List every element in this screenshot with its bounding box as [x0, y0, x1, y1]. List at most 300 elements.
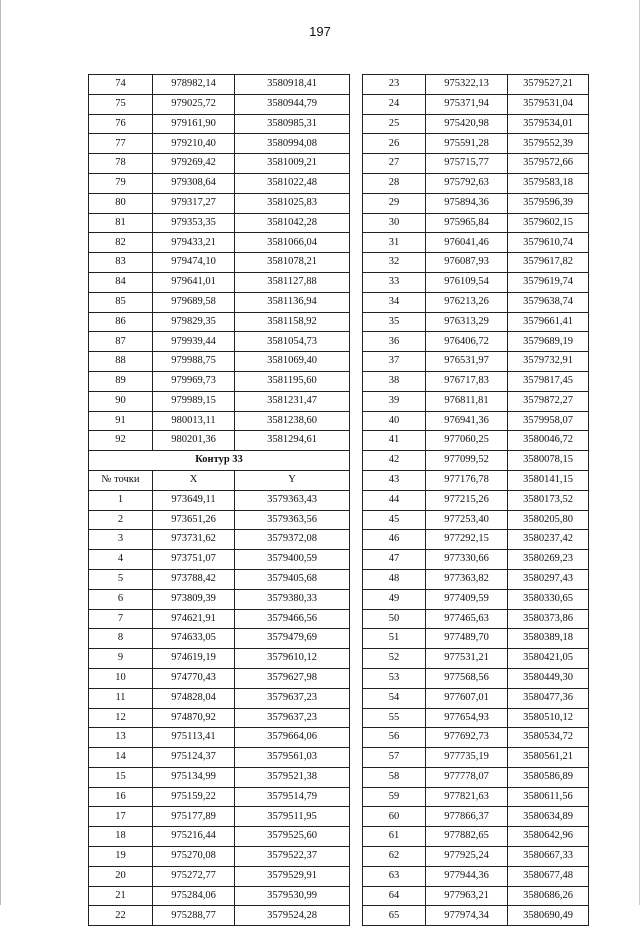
x-coordinate-cell: 979353,35	[153, 213, 235, 233]
x-coordinate-cell: 973751,07	[153, 550, 235, 570]
x-coordinate-cell: 975134,99	[153, 767, 235, 787]
column-header-x: X	[153, 470, 235, 490]
y-coordinate-cell: 3579400,59	[235, 550, 350, 570]
page-left-edge	[0, 0, 1, 905]
point-number-cell: 50	[363, 609, 426, 629]
right-table-rows	[363, 75, 589, 926]
x-coordinate-cell: 979989,15	[153, 391, 235, 411]
table-row	[363, 847, 589, 867]
x-coordinate-cell: 977866,37	[426, 807, 508, 827]
point-number-cell: 3	[89, 530, 153, 550]
table-row	[89, 886, 350, 906]
y-coordinate-cell: 3580642,96	[508, 827, 589, 847]
y-coordinate-cell: 3580561,21	[508, 748, 589, 768]
point-number-cell: 80	[89, 193, 153, 213]
x-coordinate-cell: 977735,19	[426, 748, 508, 768]
x-coordinate-cell: 977654,93	[426, 708, 508, 728]
point-number-cell: 75	[89, 94, 153, 114]
y-coordinate-cell: 3580667,33	[508, 847, 589, 867]
left-table-rows-before	[89, 75, 350, 451]
point-number-cell: 19	[89, 847, 153, 867]
point-number-cell: 82	[89, 233, 153, 253]
x-coordinate-cell: 979939,44	[153, 332, 235, 352]
point-number-cell: 14	[89, 748, 153, 768]
point-number-cell: 40	[363, 411, 426, 431]
x-coordinate-cell: 977607,01	[426, 688, 508, 708]
x-coordinate-cell: 976087,93	[426, 253, 508, 273]
table-row	[89, 352, 350, 372]
table-row	[363, 510, 589, 530]
point-number-cell: 39	[363, 391, 426, 411]
point-number-cell: 21	[89, 886, 153, 906]
table-row	[363, 668, 589, 688]
section-title-row	[89, 451, 350, 471]
x-coordinate-cell: 974633,05	[153, 629, 235, 649]
y-coordinate-cell: 3580918,41	[235, 75, 350, 95]
point-number-cell: 7	[89, 609, 153, 629]
point-number-cell: 6	[89, 589, 153, 609]
y-coordinate-cell: 3579466,56	[235, 609, 350, 629]
y-coordinate-cell: 3579522,37	[235, 847, 350, 867]
point-number-cell: 49	[363, 589, 426, 609]
x-coordinate-cell: 979269,42	[153, 154, 235, 174]
table-row	[89, 668, 350, 688]
x-coordinate-cell: 975894,36	[426, 193, 508, 213]
y-coordinate-cell: 3579514,79	[235, 787, 350, 807]
y-coordinate-cell: 3581022,48	[235, 173, 350, 193]
table-row	[89, 530, 350, 550]
point-number-cell: 48	[363, 569, 426, 589]
y-coordinate-cell: 3579511,95	[235, 807, 350, 827]
table-row	[363, 728, 589, 748]
y-coordinate-cell: 3581078,21	[235, 253, 350, 273]
x-coordinate-cell: 975272,77	[153, 866, 235, 886]
x-coordinate-cell: 975371,94	[426, 94, 508, 114]
table-row	[363, 886, 589, 906]
x-coordinate-cell: 976717,83	[426, 371, 508, 391]
column-header-point-number: № точки	[89, 470, 153, 490]
point-number-cell: 12	[89, 708, 153, 728]
point-number-cell: 10	[89, 668, 153, 688]
table-row	[363, 411, 589, 431]
y-coordinate-cell: 3581294,61	[235, 431, 350, 451]
point-number-cell: 33	[363, 272, 426, 292]
table-row	[363, 292, 589, 312]
table-row	[363, 213, 589, 233]
x-coordinate-cell: 979988,75	[153, 352, 235, 372]
point-number-cell: 78	[89, 154, 153, 174]
point-number-cell: 44	[363, 490, 426, 510]
point-number-cell: 28	[363, 173, 426, 193]
y-coordinate-cell: 3579561,03	[235, 748, 350, 768]
point-number-cell: 64	[363, 886, 426, 906]
x-coordinate-cell: 977944,36	[426, 866, 508, 886]
left-table-rows-after	[89, 490, 350, 926]
point-number-cell: 35	[363, 312, 426, 332]
table-row	[89, 787, 350, 807]
y-coordinate-cell: 3580944,79	[235, 94, 350, 114]
x-coordinate-cell: 977363,82	[426, 569, 508, 589]
y-coordinate-cell: 3579534,01	[508, 114, 589, 134]
point-number-cell: 22	[89, 906, 153, 926]
point-number-cell: 74	[89, 75, 153, 95]
table-row	[89, 253, 350, 273]
table-row	[89, 550, 350, 570]
column-header-row	[89, 470, 350, 490]
y-coordinate-cell: 3580994,08	[235, 134, 350, 154]
point-number-cell: 79	[89, 173, 153, 193]
section-title: Контур 33	[89, 451, 350, 471]
x-coordinate-cell: 976109,54	[426, 272, 508, 292]
x-coordinate-cell: 975792,63	[426, 173, 508, 193]
point-number-cell: 90	[89, 391, 153, 411]
x-coordinate-cell: 977882,65	[426, 827, 508, 847]
x-coordinate-cell: 977176,78	[426, 470, 508, 490]
x-coordinate-cell: 973731,62	[153, 530, 235, 550]
y-coordinate-cell: 3579689,19	[508, 332, 589, 352]
y-coordinate-cell: 3579372,08	[235, 530, 350, 550]
table-row	[363, 490, 589, 510]
table-row	[363, 767, 589, 787]
point-number-cell: 89	[89, 371, 153, 391]
table-row	[89, 193, 350, 213]
x-coordinate-cell: 976213,26	[426, 292, 508, 312]
y-coordinate-cell: 3579732,91	[508, 352, 589, 372]
point-number-cell: 57	[363, 748, 426, 768]
table-row	[363, 352, 589, 372]
y-coordinate-cell: 3579637,23	[235, 708, 350, 728]
table-row	[363, 75, 589, 95]
x-coordinate-cell: 976811,81	[426, 391, 508, 411]
table-row	[89, 728, 350, 748]
table-row	[89, 233, 350, 253]
table-row	[363, 530, 589, 550]
point-number-cell: 53	[363, 668, 426, 688]
y-coordinate-cell: 3579610,12	[235, 649, 350, 669]
y-coordinate-cell: 3579958,07	[508, 411, 589, 431]
table-row	[363, 154, 589, 174]
point-number-cell: 62	[363, 847, 426, 867]
x-coordinate-cell: 979308,64	[153, 173, 235, 193]
y-coordinate-cell: 3581195,60	[235, 371, 350, 391]
point-number-cell: 32	[363, 253, 426, 273]
table-row	[363, 629, 589, 649]
y-coordinate-cell: 3580586,89	[508, 767, 589, 787]
y-coordinate-cell: 3579530,99	[235, 886, 350, 906]
point-number-cell: 13	[89, 728, 153, 748]
y-coordinate-cell: 3579521,38	[235, 767, 350, 787]
y-coordinate-cell: 3581231,47	[235, 391, 350, 411]
x-coordinate-cell: 978982,14	[153, 75, 235, 95]
table-row	[363, 649, 589, 669]
x-coordinate-cell: 975288,77	[153, 906, 235, 926]
y-coordinate-cell: 3581069,40	[235, 352, 350, 372]
point-number-cell: 5	[89, 569, 153, 589]
y-coordinate-cell: 3579619,74	[508, 272, 589, 292]
y-coordinate-cell: 3579596,39	[508, 193, 589, 213]
y-coordinate-cell: 3580389,18	[508, 629, 589, 649]
y-coordinate-cell: 3579602,15	[508, 213, 589, 233]
table-row	[363, 134, 589, 154]
point-number-cell: 88	[89, 352, 153, 372]
point-number-cell: 20	[89, 866, 153, 886]
table-row	[363, 470, 589, 490]
y-coordinate-cell: 3580449,30	[508, 668, 589, 688]
page-number: 197	[309, 24, 331, 39]
table-row	[89, 272, 350, 292]
table-row	[89, 510, 350, 530]
table-row	[363, 906, 589, 926]
table-row	[363, 569, 589, 589]
y-coordinate-cell: 3581238,60	[235, 411, 350, 431]
table-row	[363, 807, 589, 827]
y-coordinate-cell: 3580205,80	[508, 510, 589, 530]
x-coordinate-cell: 975284,06	[153, 886, 235, 906]
y-coordinate-cell: 3579664,06	[235, 728, 350, 748]
point-number-cell: 54	[363, 688, 426, 708]
table-row	[363, 688, 589, 708]
y-coordinate-cell: 3579363,56	[235, 510, 350, 530]
point-number-cell: 92	[89, 431, 153, 451]
table-row	[363, 233, 589, 253]
x-coordinate-cell: 976406,72	[426, 332, 508, 352]
point-number-cell: 84	[89, 272, 153, 292]
x-coordinate-cell: 977292,15	[426, 530, 508, 550]
x-coordinate-cell: 975591,28	[426, 134, 508, 154]
y-coordinate-cell: 3579661,41	[508, 312, 589, 332]
x-coordinate-cell: 977330,66	[426, 550, 508, 570]
table-row	[363, 609, 589, 629]
point-number-cell: 16	[89, 787, 153, 807]
y-coordinate-cell: 3579479,69	[235, 629, 350, 649]
table-row	[89, 75, 350, 95]
y-coordinate-cell: 3580373,86	[508, 609, 589, 629]
table-row	[89, 312, 350, 332]
y-coordinate-cell: 3580690,49	[508, 906, 589, 926]
point-number-cell: 85	[89, 292, 153, 312]
x-coordinate-cell: 979317,27	[153, 193, 235, 213]
point-number-cell: 11	[89, 688, 153, 708]
x-coordinate-cell: 976531,97	[426, 352, 508, 372]
table-row	[363, 253, 589, 273]
table-row	[363, 589, 589, 609]
point-number-cell: 65	[363, 906, 426, 926]
y-coordinate-cell: 3580634,89	[508, 807, 589, 827]
point-number-cell: 17	[89, 807, 153, 827]
point-number-cell: 29	[363, 193, 426, 213]
y-coordinate-cell: 3579583,18	[508, 173, 589, 193]
table-row	[89, 94, 350, 114]
table-row	[89, 213, 350, 233]
table-row	[89, 649, 350, 669]
table-row	[363, 431, 589, 451]
x-coordinate-cell: 977692,73	[426, 728, 508, 748]
y-coordinate-cell: 3581127,88	[235, 272, 350, 292]
x-coordinate-cell: 979161,90	[153, 114, 235, 134]
point-number-cell: 47	[363, 550, 426, 570]
table-row	[89, 114, 350, 134]
table-row	[89, 906, 350, 926]
table-row	[363, 114, 589, 134]
x-coordinate-cell: 975177,89	[153, 807, 235, 827]
table-row	[89, 134, 350, 154]
x-coordinate-cell: 979433,21	[153, 233, 235, 253]
x-coordinate-cell: 973809,39	[153, 589, 235, 609]
point-number-cell: 86	[89, 312, 153, 332]
x-coordinate-cell: 975124,37	[153, 748, 235, 768]
table-row	[89, 748, 350, 768]
y-coordinate-cell: 3581009,21	[235, 154, 350, 174]
y-coordinate-cell: 3579817,45	[508, 371, 589, 391]
point-number-cell: 26	[363, 134, 426, 154]
point-number-cell: 81	[89, 213, 153, 233]
y-coordinate-cell: 3581054,73	[235, 332, 350, 352]
table-row	[89, 688, 350, 708]
point-number-cell: 41	[363, 431, 426, 451]
table-row	[89, 569, 350, 589]
contour-section-header	[89, 451, 350, 491]
point-number-cell: 25	[363, 114, 426, 134]
table-row	[363, 193, 589, 213]
x-coordinate-cell: 977215,26	[426, 490, 508, 510]
point-number-cell: 18	[89, 827, 153, 847]
y-coordinate-cell: 3580686,26	[508, 886, 589, 906]
table-row	[89, 391, 350, 411]
point-number-cell: 56	[363, 728, 426, 748]
table-row	[89, 371, 350, 391]
x-coordinate-cell: 975965,84	[426, 213, 508, 233]
point-number-cell: 59	[363, 787, 426, 807]
x-coordinate-cell: 975322,13	[426, 75, 508, 95]
x-coordinate-cell: 977778,07	[426, 767, 508, 787]
y-coordinate-cell: 3579529,91	[235, 866, 350, 886]
point-number-cell: 52	[363, 649, 426, 669]
y-coordinate-cell: 3581042,28	[235, 213, 350, 233]
table-row	[363, 173, 589, 193]
y-coordinate-cell: 3579610,74	[508, 233, 589, 253]
y-coordinate-cell: 3581066,04	[235, 233, 350, 253]
table-row	[363, 748, 589, 768]
coordinates-table-left	[88, 74, 350, 926]
y-coordinate-cell: 3580046,72	[508, 431, 589, 451]
y-coordinate-cell: 3579638,74	[508, 292, 589, 312]
point-number-cell: 55	[363, 708, 426, 728]
table-row	[363, 827, 589, 847]
table-row	[89, 767, 350, 787]
point-number-cell: 31	[363, 233, 426, 253]
x-coordinate-cell: 975159,22	[153, 787, 235, 807]
table-row	[363, 550, 589, 570]
y-coordinate-cell: 3580677,48	[508, 866, 589, 886]
point-number-cell: 34	[363, 292, 426, 312]
column-header-y: Y	[235, 470, 350, 490]
x-coordinate-cell: 977253,40	[426, 510, 508, 530]
x-coordinate-cell: 977925,24	[426, 847, 508, 867]
x-coordinate-cell: 979641,01	[153, 272, 235, 292]
y-coordinate-cell: 3581158,92	[235, 312, 350, 332]
x-coordinate-cell: 975420,98	[426, 114, 508, 134]
x-coordinate-cell: 977568,56	[426, 668, 508, 688]
x-coordinate-cell: 977531,21	[426, 649, 508, 669]
x-coordinate-cell: 977099,52	[426, 451, 508, 471]
y-coordinate-cell: 3580297,43	[508, 569, 589, 589]
point-number-cell: 9	[89, 649, 153, 669]
y-coordinate-cell: 3579531,04	[508, 94, 589, 114]
point-number-cell: 51	[363, 629, 426, 649]
table-row	[89, 431, 350, 451]
y-coordinate-cell: 3580534,72	[508, 728, 589, 748]
x-coordinate-cell: 979969,73	[153, 371, 235, 391]
point-number-cell: 42	[363, 451, 426, 471]
table-row	[89, 490, 350, 510]
table-row	[363, 312, 589, 332]
point-number-cell: 76	[89, 114, 153, 134]
x-coordinate-cell: 977060,25	[426, 431, 508, 451]
table-row	[89, 827, 350, 847]
x-coordinate-cell: 973649,11	[153, 490, 235, 510]
y-coordinate-cell: 3580985,31	[235, 114, 350, 134]
x-coordinate-cell: 975113,41	[153, 728, 235, 748]
point-number-cell: 61	[363, 827, 426, 847]
point-number-cell: 60	[363, 807, 426, 827]
y-coordinate-cell: 3579525,60	[235, 827, 350, 847]
point-number-cell: 1	[89, 490, 153, 510]
point-number-cell: 37	[363, 352, 426, 372]
y-coordinate-cell: 3580421,05	[508, 649, 589, 669]
point-number-cell: 4	[89, 550, 153, 570]
y-coordinate-cell: 3580611,56	[508, 787, 589, 807]
y-coordinate-cell: 3579627,98	[235, 668, 350, 688]
point-number-cell: 43	[363, 470, 426, 490]
point-number-cell: 45	[363, 510, 426, 530]
x-coordinate-cell: 976941,36	[426, 411, 508, 431]
table-row	[363, 94, 589, 114]
table-row	[363, 332, 589, 352]
table-row	[363, 708, 589, 728]
table-row	[363, 451, 589, 471]
x-coordinate-cell: 979474,10	[153, 253, 235, 273]
x-coordinate-cell: 973788,42	[153, 569, 235, 589]
point-number-cell: 24	[363, 94, 426, 114]
table-row	[89, 708, 350, 728]
x-coordinate-cell: 979829,35	[153, 312, 235, 332]
y-coordinate-cell: 3579572,66	[508, 154, 589, 174]
point-number-cell: 63	[363, 866, 426, 886]
point-number-cell: 38	[363, 371, 426, 391]
x-coordinate-cell: 977465,63	[426, 609, 508, 629]
point-number-cell: 83	[89, 253, 153, 273]
y-coordinate-cell: 3580141,15	[508, 470, 589, 490]
x-coordinate-cell: 974828,04	[153, 688, 235, 708]
y-coordinate-cell: 3580269,23	[508, 550, 589, 570]
point-number-cell: 8	[89, 629, 153, 649]
point-number-cell: 91	[89, 411, 153, 431]
x-coordinate-cell: 979025,72	[153, 94, 235, 114]
point-number-cell: 36	[363, 332, 426, 352]
table-row	[363, 866, 589, 886]
y-coordinate-cell: 3579380,33	[235, 589, 350, 609]
x-coordinate-cell: 973651,26	[153, 510, 235, 530]
table-row	[363, 371, 589, 391]
point-number-cell: 2	[89, 510, 153, 530]
y-coordinate-cell: 3579552,39	[508, 134, 589, 154]
point-number-cell: 46	[363, 530, 426, 550]
coordinates-table-right	[362, 74, 589, 926]
y-coordinate-cell: 3580237,42	[508, 530, 589, 550]
y-coordinate-cell: 3579363,43	[235, 490, 350, 510]
x-coordinate-cell: 975216,44	[153, 827, 235, 847]
x-coordinate-cell: 975270,08	[153, 847, 235, 867]
